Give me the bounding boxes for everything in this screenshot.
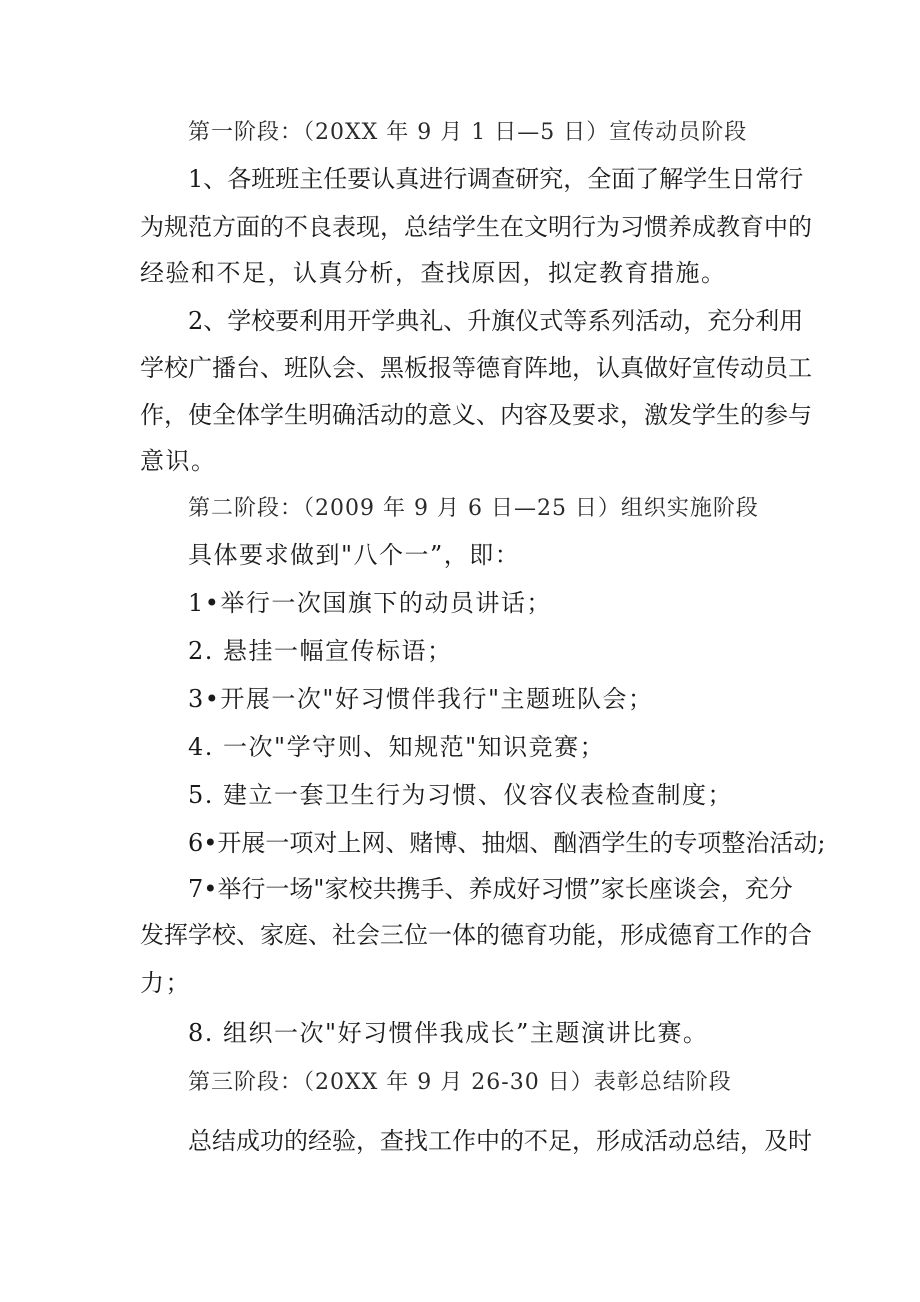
list-item: 2. 悬挂一幅宣传标语； — [188, 637, 453, 665]
paragraph-line: 意识。 — [140, 447, 217, 475]
list-item: 7•举行一场"家校共携手、养成好习惯”家长座谈会，充分 — [188, 875, 793, 903]
paragraph-line: 经验和不足，认真分析，查找原因，拟定教育措施。 — [140, 259, 727, 287]
list-item: 4. 一次"学守则、知规范"知识竞赛； — [188, 733, 606, 761]
paragraph-line: 总结成功的经验，查找工作中的不足，形成活动总结，及时 — [188, 1127, 812, 1155]
paragraph-line: 力； — [140, 969, 191, 997]
paragraph-line: 学校广播台、班队会、黑板报等德育阵地，认真做好宣传动员工 — [140, 354, 812, 382]
paragraph-line: 发挥学校、家庭、社会三位一体的德育功能，形成德育工作的合 — [140, 921, 812, 949]
list-item: 5. 建立一套卫生行为习惯、仪容仪表检查制度； — [188, 781, 734, 809]
paragraph-line: 1、各班班主任要认真进行调查研究，全面了解学生日常行 — [188, 165, 804, 193]
stage-one-heading: 第一阶段：（20XX 年 9 月 1 日—5 日）宣传动员阶段 — [188, 120, 748, 145]
stage-three-heading: 第三阶段：（20XX 年 9 月 26-30 日）表彰总结阶段 — [188, 1070, 732, 1095]
list-item: 3•开展一次"好习惯伴我行"主题班队会； — [188, 685, 654, 713]
list-item: 6•开展一项对上网、赌博、抽烟、酗酒学生的专项整治活动; — [188, 829, 826, 857]
paragraph-line: 具体要求做到"八个一”，即： — [188, 541, 521, 569]
stage-two-heading: 第二阶段：（2009 年 9 月 6 日—25 日）组织实施阶段 — [188, 496, 759, 521]
list-item: 8. 组织一次"好习惯伴我成长”主题演讲比赛。 — [188, 1019, 709, 1047]
paragraph-line: 2、学校要利用开学典礼、升旗仪式等系列活动，充分利用 — [188, 307, 804, 335]
paragraph-line: 作，使全体学生明确活动的意义、内容及要求，激发学生的参与 — [140, 401, 812, 429]
list-item: 1•举行一次国旗下的动员讲话； — [188, 589, 552, 617]
paragraph-line: 为规范方面的不良表现，总结学生在文明行为习惯养成教育中的 — [140, 213, 812, 241]
